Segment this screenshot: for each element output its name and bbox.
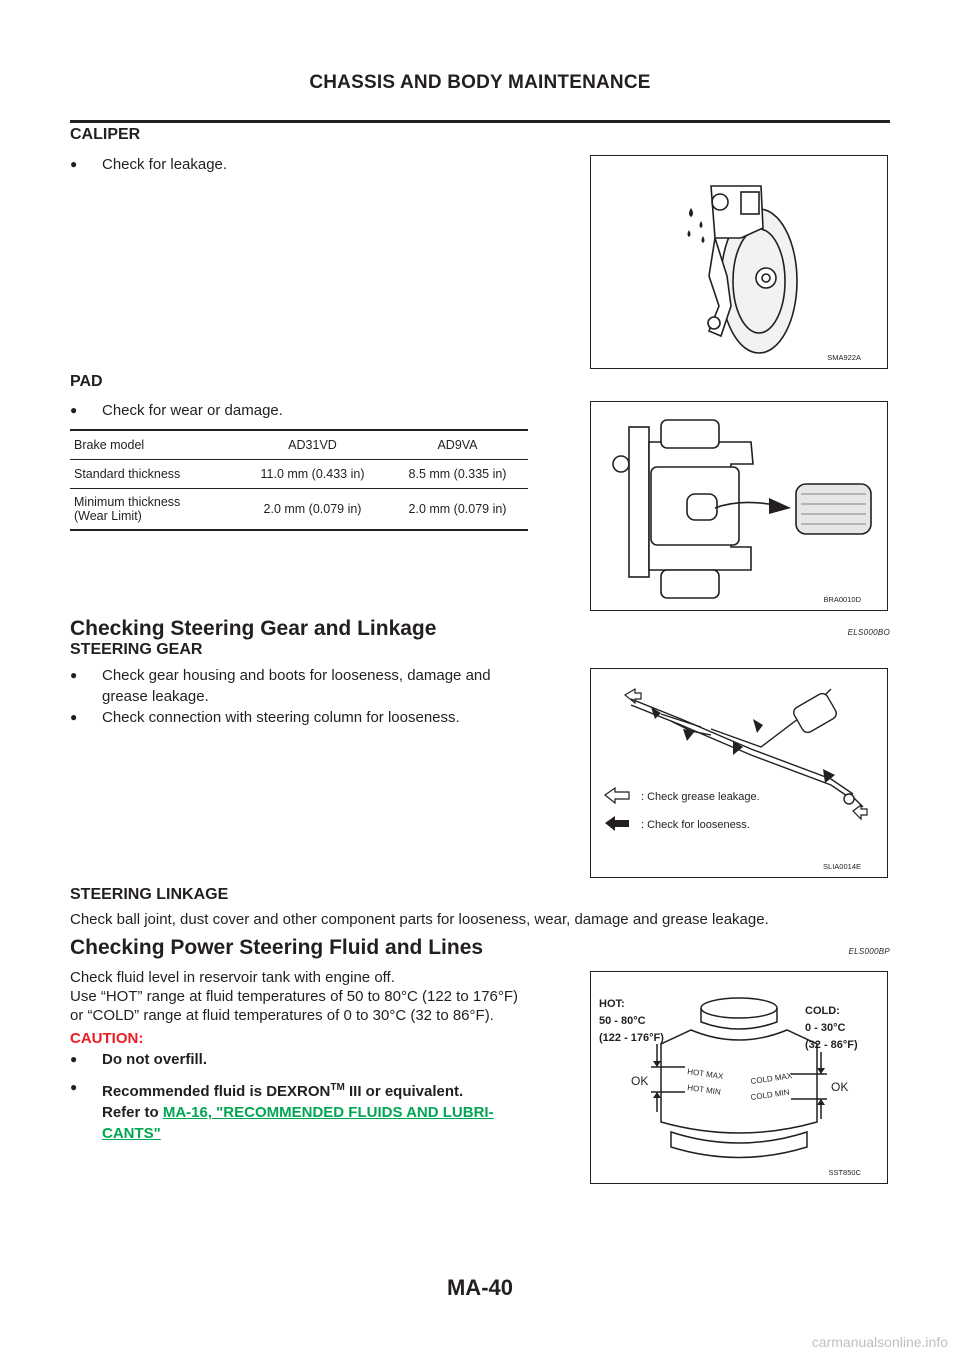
cold-max-mark: COLD MAX (750, 1071, 793, 1086)
figure-code: SLIA0014E (823, 862, 861, 871)
table-row (70, 430, 528, 459)
steering-section-heading: Checking Steering Gear and Linkage (70, 617, 437, 640)
pad-bullet (70, 400, 580, 421)
table-cell: 2.0 mm (0.079 in) (408, 501, 507, 516)
steering-gear-heading: STEERING GEAR (70, 641, 203, 658)
refer-line (70, 1123, 585, 1144)
table-cell-line: Minimum thickness (74, 494, 181, 509)
table-cell: Standard thickness (74, 466, 181, 481)
caution-bullet (70, 1049, 585, 1070)
steering-gear-bullet-line: Check gear housing and boots for looseness, damage and (102, 667, 491, 684)
figure-code: SST850C (828, 1168, 861, 1177)
pad-bullet-text: Check for wear or damage. (102, 402, 283, 419)
table-cell: 11.0 mm (0.433 in) (260, 466, 365, 481)
figure-code: SMA922A (827, 353, 861, 362)
trademark-mark: TM (330, 1082, 345, 1093)
caution-bullet-text: Do not overfill. (102, 1051, 207, 1068)
brake-pad-illustration (591, 402, 887, 610)
cold-label: COLD: (805, 1005, 840, 1017)
cold-range-f: (32 - 86°F) (805, 1039, 858, 1051)
pad-spec-table (70, 429, 528, 531)
steering-gear-bullet-line: grease leakage. (102, 688, 209, 705)
steering-linkage-text: Check ball joint, dust cover and other component parts for looseness, wear, damage and grease leakage. (70, 911, 769, 928)
page-number: MA-40 (446, 1275, 513, 1300)
cold-range: 0 - 30°C (805, 1022, 846, 1034)
text-line: Use “HOT” range at fluid temperatures of 50 to 80°C (122 to 176°F) (70, 988, 519, 1005)
table-header-cell: AD9VA (437, 437, 478, 452)
header-rule (70, 120, 890, 123)
table-row (70, 488, 528, 530)
watermark: carmanualsonline.info (811, 1334, 948, 1350)
bullet-icon: ● (70, 403, 78, 417)
caution-bullet-text (70, 1077, 585, 1102)
hot-range-f: (122 - 176°F) (599, 1032, 664, 1044)
hot-min-mark: HOT MIN (686, 1083, 722, 1097)
table-header-cell: Brake model (74, 437, 145, 452)
table-cell (70, 488, 238, 530)
ok-left-label: OK (631, 1074, 649, 1088)
recommended-fluids-link[interactable]: MA-16, "RECOMMENDED FLUIDS AND LUBRI- (162, 1104, 494, 1121)
section-tag: ELS000BO (847, 628, 890, 637)
table-cell: 2.0 mm (0.079 in) (263, 501, 362, 516)
steering-gear-bullet (70, 665, 580, 707)
text-line: Check fluid level in reservoir tank with engine off. (70, 969, 395, 986)
table-cell: 8.5 mm (0.335 in) (408, 466, 507, 481)
cold-min-mark: COLD MIN (750, 1087, 791, 1102)
hot-range: 50 - 80°C (599, 1015, 646, 1027)
hot-max-mark: HOT MAX (686, 1067, 724, 1082)
ok-right-label: OK (831, 1080, 849, 1094)
steering-column-bullet-text: Check connection with steering column for looseness. (102, 709, 460, 726)
table-row (70, 459, 528, 488)
bullet-icon: ● (70, 710, 78, 724)
steering-column-bullet (70, 707, 580, 728)
text-line: or “COLD” range at fluid temperatures of 0 to 30°C (32 to 86°F). (70, 1007, 494, 1024)
caliper-figure (590, 155, 888, 369)
fluid-recommendation: Recommended fluid is DEXRON (102, 1083, 331, 1100)
caution-label: CAUTION: (70, 1030, 144, 1047)
caliper-leak-illustration (591, 156, 887, 368)
caution-bullet (70, 1077, 585, 1144)
steering-linkage-heading: STEERING LINKAGE (70, 886, 229, 903)
steering-gear-illustration (591, 669, 887, 877)
refer-prefix: Refer to (102, 1104, 163, 1121)
figure-code: BRA0010D (823, 595, 861, 604)
power-steering-text (70, 968, 585, 1025)
reservoir-figure (590, 971, 888, 1184)
caliper-bullet-text: Check for leakage. (102, 156, 228, 173)
bullet-icon: ● (70, 1080, 78, 1094)
legend-grease-leakage: : Check grease leakage. (641, 791, 760, 803)
bullet-icon: ● (70, 157, 78, 171)
bullet-icon: ● (70, 668, 78, 682)
legend-looseness: : Check for looseness. (641, 819, 750, 831)
steering-gear-figure (590, 668, 888, 878)
fluid-recommendation-tail: III or equivalent. (344, 1083, 464, 1100)
pad-figure (590, 401, 888, 611)
caliper-bullet (70, 154, 580, 175)
hot-label: HOT: (599, 998, 625, 1010)
pad-heading: PAD (70, 373, 103, 390)
refer-line (70, 1102, 585, 1123)
bullet-icon: ● (70, 1052, 78, 1066)
recommended-fluids-link[interactable]: CANTS" (102, 1125, 161, 1142)
power-steering-heading: Checking Power Steering Fluid and Lines (70, 936, 484, 959)
reservoir-illustration (591, 972, 887, 1183)
table-header-cell: AD31VD (288, 437, 337, 452)
caliper-heading: CALIPER (70, 126, 141, 143)
page-header-title: CHASSIS AND BODY MAINTENANCE (309, 72, 651, 93)
section-tag: ELS000BP (848, 947, 890, 956)
table-cell-line: (Wear Limit) (74, 508, 142, 523)
